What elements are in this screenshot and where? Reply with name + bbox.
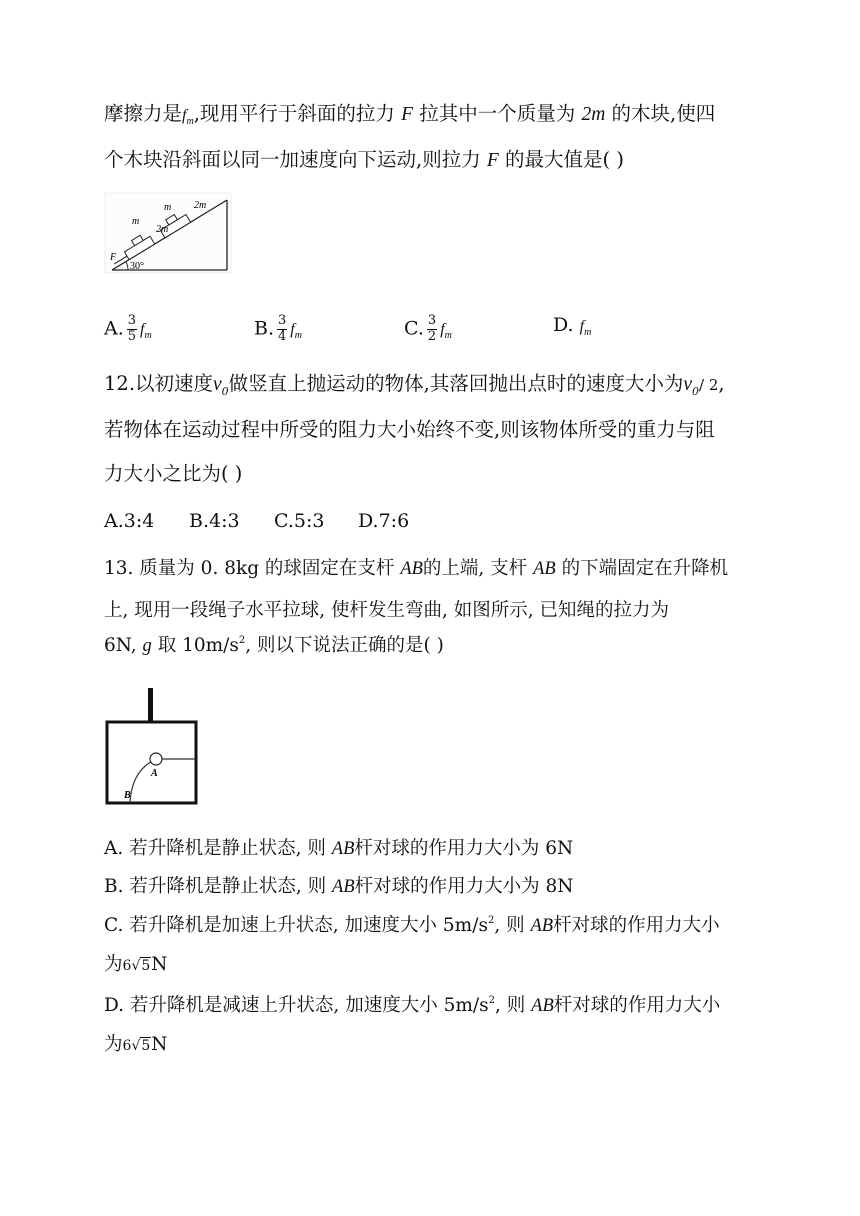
incline-figure bbox=[104, 192, 232, 274]
q12-option-b[interactable]: B.4:3 bbox=[189, 510, 240, 532]
label-2m-lower: 2m bbox=[156, 224, 169, 235]
q11-option-b[interactable]: B. $\frac{3}{4}$ $f_m$ bbox=[254, 313, 302, 344]
q11-line-2: 个木块沿斜面以同一加速度向下运动,则拉力 F 的最大值是( ) bbox=[104, 148, 624, 171]
q13-line-3: 6N, g 取 $10m/s^2$, 则以下说法正确的是( ) bbox=[104, 635, 444, 656]
q12-line-1: 12.以初速度$v_0$做竖直上抛运动的物体,其落回抛出点时的速度大小为$v_0/$ 2, bbox=[104, 372, 725, 398]
q13-option-c[interactable]: C. 若升降机是加速上升状态, 加速度大小 $5m/s^2$, 则 AB杆对球的作用力大小 bbox=[104, 915, 720, 936]
q13-option-d[interactable]: D. 若升降机是减速上升状态, 加速度大小 $5m/s^2$, 则 AB杆对球的作用力大小 bbox=[104, 995, 721, 1016]
q11-option-a[interactable]: A. $\frac{3}{5}$ $f_m$ bbox=[104, 313, 152, 344]
q13-option-b[interactable]: B. 若升降机是静止状态, 则 AB杆对球的作用力大小为 8N bbox=[104, 876, 574, 897]
q12-option-a[interactable]: A.3:4 bbox=[104, 510, 155, 532]
label-angle: 30° bbox=[130, 261, 144, 272]
fm-symbol: $f_m$ bbox=[182, 107, 194, 128]
q11-line-1: 摩擦力是$f_m$,现用平行于斜面的拉力 F 拉其中一个质量为 2m 的木块,使四 bbox=[104, 102, 716, 128]
q13-option-d-cont: 为6√5N bbox=[104, 1034, 168, 1055]
label-F: F bbox=[110, 252, 117, 263]
q12-option-c[interactable]: C.5:3 bbox=[274, 510, 325, 532]
label-m2: m bbox=[164, 202, 172, 213]
label-A: A bbox=[151, 768, 158, 779]
q11-option-c[interactable]: C. $\frac{3}{2}$ $f_m$ bbox=[404, 313, 452, 344]
q12-line-2: 若物体在运动过程中所受的阻力大小始终不变,则该物体所受的重力与阻 bbox=[104, 418, 715, 441]
q12-line-3: 力大小之比为( ) bbox=[104, 462, 243, 485]
q13-line-1: 13. 质量为 0. 8kg 的球固定在支杆 AB的上端, 支杆 AB 的下端固定在升降机 bbox=[104, 558, 729, 579]
q13-option-c-cont: 为6√5N bbox=[104, 954, 168, 975]
label-m1: m bbox=[132, 216, 140, 227]
q13-option-a[interactable]: A. 若升降机是静止状态, 则 AB杆对球的作用力大小为 6N bbox=[104, 838, 574, 859]
label-2m-upper: 2m bbox=[194, 200, 207, 211]
q12-option-d[interactable]: D.7:6 bbox=[358, 510, 410, 532]
q11-option-d[interactable]: D. $f_m$ bbox=[553, 314, 592, 339]
elevator-figure bbox=[104, 688, 200, 806]
label-B: B bbox=[124, 790, 131, 801]
q13-line-2: 上, 现用一段绳子水平拉球, 使杆发生弯曲, 如图所示, 已知绳的拉力为 bbox=[104, 600, 670, 621]
